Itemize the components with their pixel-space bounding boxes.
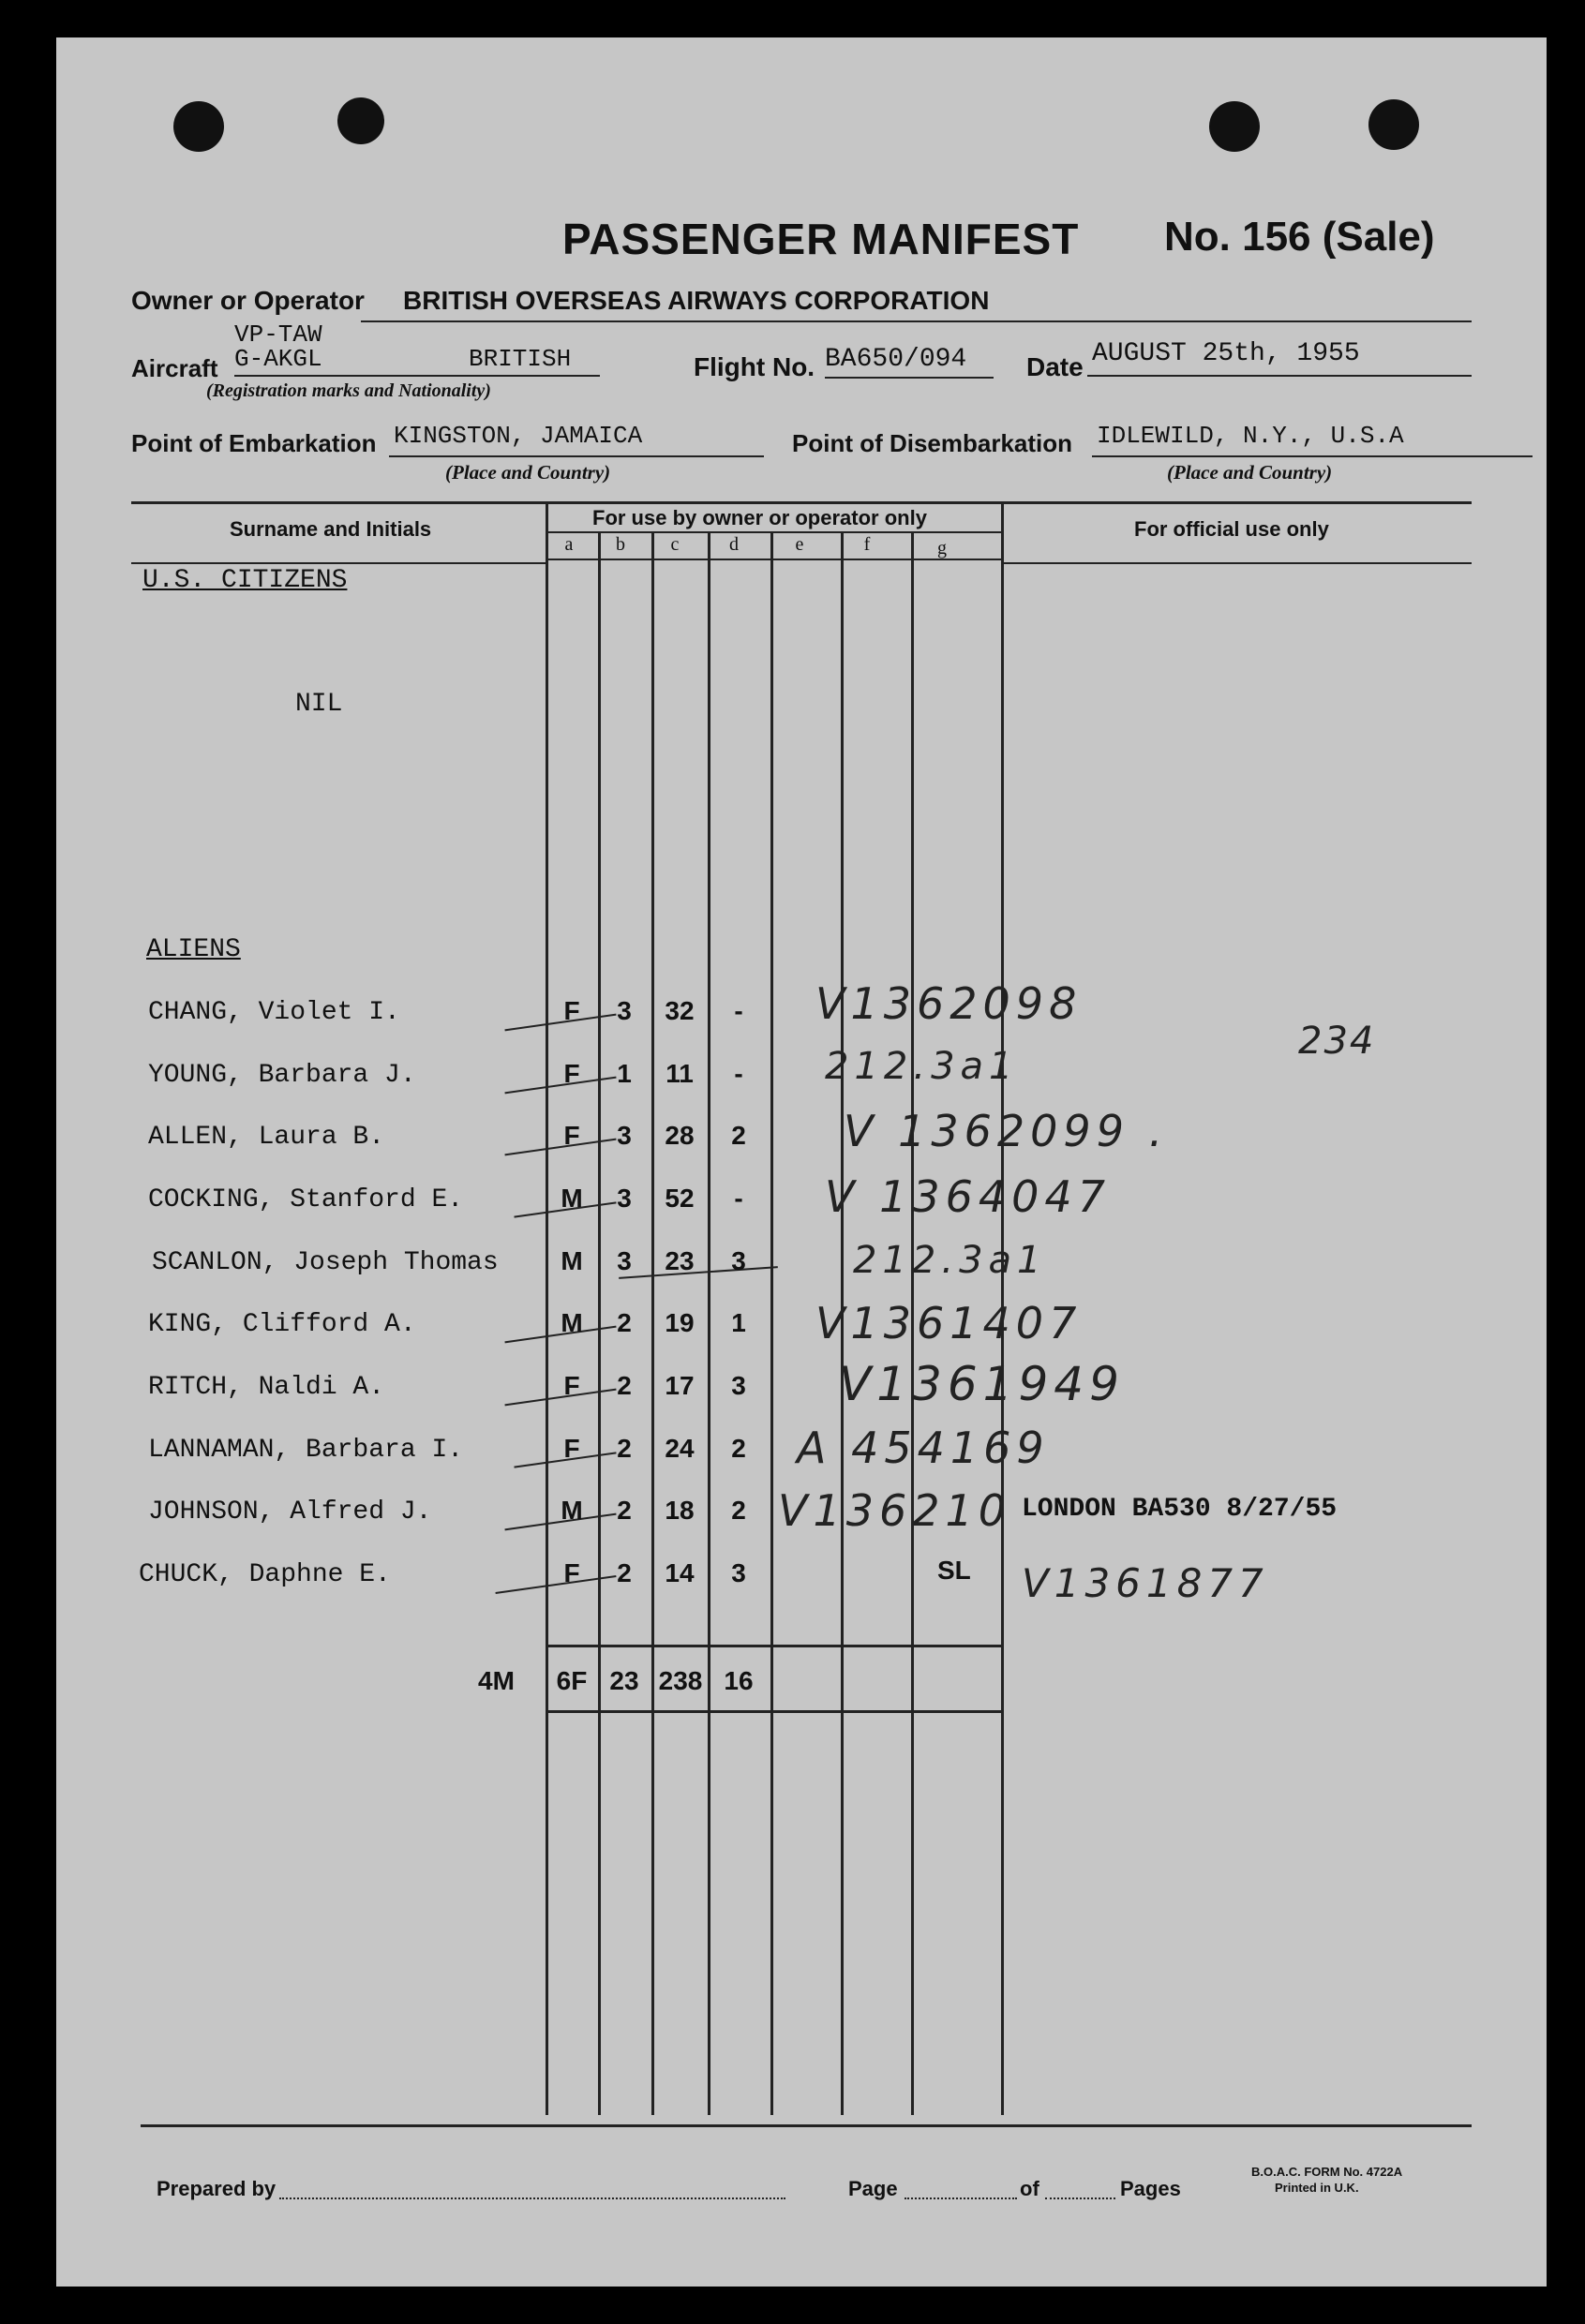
punch-hole-left-1 (173, 101, 224, 152)
totals-d: 16 (724, 1666, 754, 1695)
handwritten-note: V 1364047 (825, 1171, 1111, 1222)
handwritten-note: V1361949 (839, 1357, 1125, 1411)
embarkation-value: KINGSTON, JAMAICA (394, 422, 643, 450)
flight-value: BA650/094 (825, 345, 967, 374)
column-header-f: f (863, 534, 871, 555)
cell-c: 14 (665, 1558, 695, 1587)
embarkation-label: Point of Embarkation (131, 429, 377, 457)
official-header: For official use only (1134, 517, 1329, 541)
cell-b: 2 (617, 1558, 632, 1587)
disembarkation-underline (1092, 455, 1533, 457)
disembarkation-caption: (Place and Country) (1167, 461, 1333, 484)
manifest-page (56, 37, 1547, 2287)
totals-b: 23 (609, 1666, 639, 1695)
cell-d: 2 (731, 1496, 746, 1525)
disembarkation-value: IDLEWILD, N.Y., U.S.A (1097, 422, 1404, 450)
cell-b: 3 (617, 996, 632, 1025)
passenger-name: RITCH, Naldi A. (148, 1373, 385, 1402)
manifest-number: No. 156 (Sale) (1164, 214, 1435, 260)
owner-value: BRITISH OVERSEAS AIRWAYS CORPORATION (403, 286, 990, 315)
cell-b: 2 (617, 1434, 632, 1463)
cell-d: 1 (731, 1308, 746, 1337)
of-line (1045, 2197, 1115, 2199)
column-rule-4 (708, 531, 710, 2115)
handwritten-note: V 1362099 . (844, 1106, 1169, 1156)
cell-c: 19 (665, 1308, 695, 1337)
column-rule-1 (546, 503, 548, 2115)
prepared-by-line (279, 2197, 785, 2199)
cell-d: - (734, 1059, 743, 1088)
printed-in: Printed in U.K. (1275, 2181, 1359, 2195)
handwritten-note: V136210 (778, 1485, 1012, 1536)
cell-d: 3 (731, 1558, 746, 1587)
cell-d: 2 (731, 1121, 746, 1150)
column-header-e: e (795, 534, 804, 555)
table-bottom-rule (141, 2124, 1472, 2127)
cell-sex: F (563, 1059, 580, 1088)
cell-sex: F (563, 996, 580, 1025)
page-line (905, 2197, 1017, 2199)
date-underline (1087, 375, 1472, 377)
column-header-rule-right (1003, 562, 1472, 564)
handwritten-note: V1362098 (815, 978, 1083, 1029)
disembarkation-label: Point of Disembarkation (792, 429, 1073, 457)
page-label: Page (848, 2177, 898, 2200)
flight-label: Flight No. (694, 352, 815, 381)
cell-c: 11 (665, 1059, 694, 1088)
prepared-by-label: Prepared by (157, 2177, 277, 2200)
aircraft-label: Aircraft (131, 354, 218, 382)
passenger-name: SCANLON, Joseph Thomas (152, 1248, 499, 1277)
of-label: of (1020, 2177, 1039, 2200)
cell-d: - (734, 1184, 743, 1213)
aircraft-nationality: BRITISH (469, 345, 572, 373)
cell-b: 3 (617, 1184, 632, 1213)
registration-caption: (Registration marks and Nationality) (206, 380, 491, 401)
aircraft-reg: G-AKGL (234, 345, 322, 373)
passenger-name: ALLEN, Laura B. (148, 1123, 385, 1152)
table-top-rule (131, 501, 1472, 504)
cell-b: 3 (617, 1121, 632, 1150)
cell-d: - (734, 996, 743, 1025)
sl-mark: SL (937, 1556, 971, 1585)
column-rule-2 (598, 531, 601, 2115)
totals-males: 4M (478, 1666, 515, 1695)
totals-bottom-rule (548, 1710, 1003, 1713)
cell-sex: F (563, 1558, 580, 1587)
column-rule-5 (770, 531, 773, 2115)
cell-sex: F (563, 1434, 580, 1463)
embarkation-underline (389, 455, 764, 457)
column-header-b: b (616, 534, 625, 555)
date-value: AUGUST 25th, 1955 (1092, 339, 1360, 368)
aircraft-underline (234, 375, 600, 377)
punch-hole-left-2 (337, 97, 384, 144)
handwritten-note: 212.3a1 (825, 1045, 1019, 1088)
pages-label: Pages (1120, 2177, 1181, 2200)
cell-sex: M (561, 1246, 583, 1275)
cell-sex: M (561, 1496, 583, 1525)
passenger-name: LANNAMAN, Barbara I. (148, 1436, 464, 1465)
operator-header: For use by owner or operator only (592, 506, 927, 529)
column-header-c: c (670, 534, 680, 555)
flight-underline (825, 377, 994, 379)
date-label: Date (1026, 352, 1084, 381)
cell-b: 2 (617, 1371, 632, 1400)
connection-note: LONDON BA530 8/27/55 (1022, 1495, 1338, 1524)
punch-hole-right-2 (1368, 99, 1419, 150)
operator-header-rule (548, 531, 1003, 533)
handwritten-note: A 454169 (797, 1423, 1050, 1473)
owner-underline (361, 320, 1472, 322)
cell-sex: F (563, 1121, 580, 1150)
column-header-g: g (937, 538, 947, 559)
punch-hole-right-1 (1209, 101, 1260, 152)
cell-b: 2 (617, 1308, 632, 1337)
cell-c: 18 (665, 1496, 695, 1525)
passenger-name: CHUCK, Daphne E. (139, 1560, 391, 1589)
form-number: B.O.A.C. FORM No. 4722A (1251, 2165, 1403, 2179)
cell-b: 2 (617, 1496, 632, 1525)
cell-d: 3 (731, 1246, 746, 1275)
surname-header: Surname and Initials (230, 517, 432, 541)
owner-label: Owner or Operator (131, 286, 365, 315)
cell-sex: F (563, 1371, 580, 1400)
passenger-name: COCKING, Stanford E. (148, 1185, 464, 1214)
aliens-heading: ALIENS (146, 935, 241, 964)
column-header-a: a (564, 534, 574, 555)
embarkation-caption: (Place and Country) (445, 461, 611, 484)
cell-b: 3 (617, 1246, 632, 1275)
handwritten-note: V1361407 (815, 1298, 1083, 1348)
cell-sex: M (561, 1308, 583, 1337)
column-header-rule-left (131, 562, 548, 564)
cell-c: 17 (665, 1371, 695, 1400)
cell-c: 52 (665, 1184, 695, 1213)
totals-females: 6F (556, 1666, 588, 1695)
passenger-name: CHANG, Violet I. (148, 998, 400, 1027)
cell-c: 23 (665, 1246, 695, 1275)
margin-number: 234 (1298, 1020, 1376, 1063)
cell-d: 2 (731, 1434, 746, 1463)
handwritten-note: 212.3a1 (853, 1239, 1047, 1282)
cell-sex: M (561, 1184, 583, 1213)
totals-c: 238 (658, 1666, 703, 1695)
page-title: PASSENGER MANIFEST (562, 215, 1080, 263)
cell-d: 3 (731, 1371, 746, 1400)
passenger-name: JOHNSON, Alfred J. (148, 1497, 432, 1527)
cell-c: 28 (665, 1121, 695, 1150)
handwritten-note: V1361877 (1022, 1560, 1269, 1606)
totals-top-rule (548, 1645, 1003, 1647)
nil-text: NIL (295, 690, 343, 719)
column-header-d: d (729, 534, 739, 555)
column-rule-3 (651, 531, 654, 2115)
passenger-name: KING, Clifford A. (148, 1310, 416, 1339)
cell-c: 24 (665, 1434, 695, 1463)
us-citizens-heading: U.S. CITIZENS (142, 566, 348, 595)
cell-b: 1 (617, 1059, 632, 1088)
cell-c: 32 (665, 996, 695, 1025)
passenger-name: YOUNG, Barbara J. (148, 1061, 416, 1090)
aircraft-reg-top: VP-TAW (234, 320, 322, 349)
